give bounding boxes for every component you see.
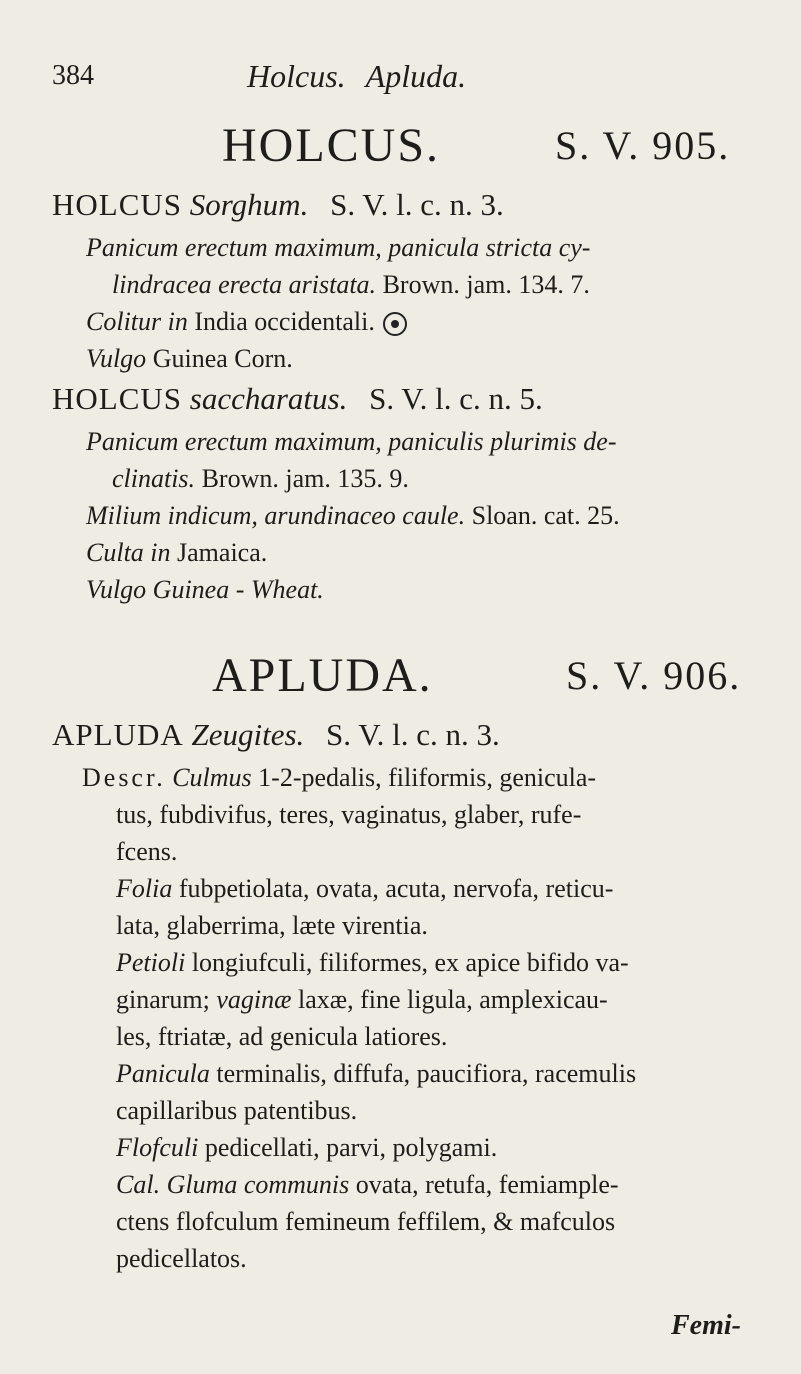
description-line: Folia fubpetiolata, ovata, acuta, nervofa, reticu-	[116, 874, 614, 903]
entry-line: clinatis. Brown. jam. 135. 9.	[112, 464, 409, 493]
section-reference: S. V. 905.	[555, 123, 731, 168]
description-line: Descr. Culmus 1-2-pedalis, filiformis, genicula-	[82, 763, 597, 792]
entry-line: Colitur in India occidentali.	[52, 303, 771, 340]
running-title-genus-1: Holcus.	[247, 58, 346, 94]
description-line: les, ftriatæ, ad genicula latiores.	[116, 1022, 448, 1051]
description-line: fcens.	[116, 837, 178, 866]
description-line: Flofculi pedicellati, parvi, polygami.	[116, 1133, 498, 1162]
entry-line: Vulgo Guinea Corn.	[86, 344, 293, 373]
entry-heading: HOLCUS Sorghum. S. V. l. c. n. 3.	[52, 187, 504, 222]
description-line: Petioli longiufculi, filiformes, ex apice bifido va-	[116, 948, 629, 977]
section-reference: S. V. 906.	[566, 653, 742, 698]
description-line: Cal. Gluma communis ovata, retufa, femiample-	[116, 1170, 619, 1199]
description-line: pedicellatos.	[116, 1244, 247, 1273]
description-line: tus, fubdivifus, teres, vaginatus, glaber, rufe-	[116, 800, 582, 829]
entry-holcus-saccharatus	[52, 380, 771, 608]
entry-line: lindracea erecta aristata. Brown. jam. 134. 7.	[112, 270, 590, 299]
entry-heading: HOLCUS saccharatus. S. V. l. c. n. 5.	[52, 381, 543, 416]
description-line: lata, glaberrima, læte virentia.	[116, 911, 428, 940]
running-title	[247, 58, 478, 95]
section-name: HOLCUS.	[222, 119, 441, 172]
entry-line: Milium indicum, arundinaceo caule. Sloan. cat. 25.	[86, 501, 620, 530]
description-line: ctens flofculum femineum feffilem, & mafculos	[116, 1207, 616, 1236]
running-head	[52, 58, 741, 98]
sun-symbol-icon	[383, 312, 407, 336]
entry-holcus-sorghum	[52, 186, 771, 377]
description-line: Panicula terminalis, diffufa, paucifiora, racemulis	[116, 1059, 637, 1088]
catchword: Femi-	[671, 1310, 741, 1341]
description-line: capillaribus patentibus.	[116, 1096, 358, 1125]
entry-line: Vulgo Guinea - Wheat.	[86, 575, 324, 604]
entry-line: Panicum erectum maximum, panicula stricta cy-	[86, 233, 591, 262]
section-name: APLUDA.	[212, 649, 433, 702]
entry-line: Culta in Jamaica.	[86, 538, 268, 567]
description-line: ginarum; vaginæ laxæ, fine ligula, amplexicau-	[116, 985, 608, 1014]
entry-line: Panicum erectum maximum, paniculis plurimis de-	[86, 427, 617, 456]
page-number: 384	[52, 60, 94, 91]
entry-heading: APLUDA Zeugites. S. V. l. c. n. 3.	[52, 717, 500, 752]
running-title-genus-2: Apluda.	[365, 58, 467, 94]
entry-apluda-zeugites	[52, 716, 771, 1277]
